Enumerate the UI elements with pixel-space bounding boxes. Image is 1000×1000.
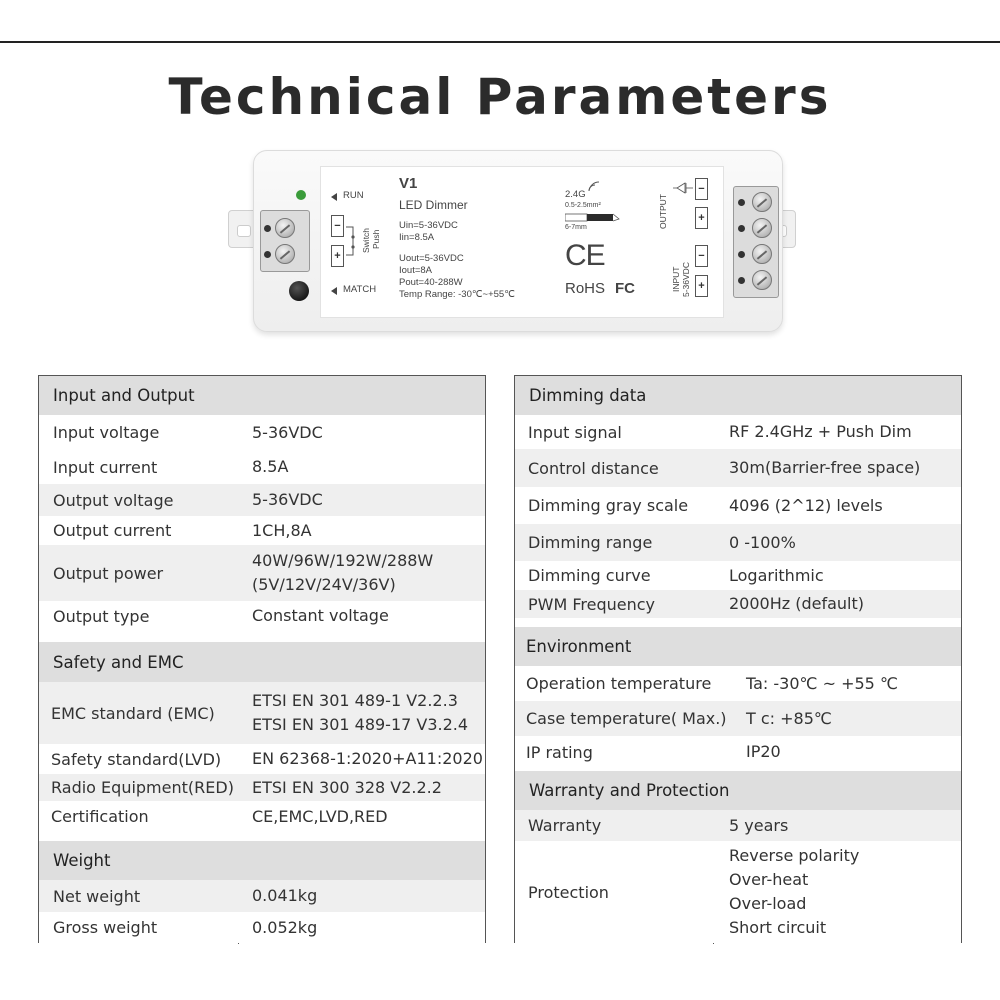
section-header-environment (515, 627, 961, 666)
row-value: 5 years (729, 815, 789, 835)
row-value: Logarithmic (729, 565, 824, 585)
row-key: Certification (51, 807, 149, 826)
fc-mark: FC (615, 280, 635, 297)
input-voltage-label: 5-36VDC (681, 262, 691, 297)
table-row (515, 415, 961, 449)
section-title: Environment (526, 637, 632, 656)
terminal-screw-icon (275, 218, 295, 238)
top-rule (0, 41, 1000, 43)
section-title: Input and Output (53, 386, 195, 405)
run-label: RUN (343, 190, 364, 201)
table-row (515, 524, 961, 561)
row-key: Dimming curve (528, 566, 651, 585)
section-header-weight (39, 841, 485, 880)
row-value: 5-36VDC (252, 422, 323, 442)
row-key: PWM Frequency (528, 594, 656, 614)
run-led-icon (296, 190, 306, 200)
row-value: EN 62368-1:2020+A11:2020 (252, 749, 483, 768)
row-key: Output type (53, 606, 150, 626)
table-row (39, 450, 485, 484)
match-arrow-icon (331, 287, 337, 295)
row-value: 4096 (2^12) levels (729, 495, 883, 515)
spec-uin: Uin=5-36VDC (399, 220, 458, 231)
table-row (39, 880, 485, 912)
row-key: Operation temperature (526, 674, 712, 693)
terminal-pin (738, 225, 745, 232)
terminal-pin (738, 251, 745, 258)
terminal-screw-icon (752, 192, 772, 212)
row-value: 5-36VDC (252, 490, 323, 509)
row-key: Protection (528, 882, 609, 902)
row-key: Output voltage (53, 490, 174, 510)
spec-pout: Pout=40-288W (399, 277, 463, 288)
row-key: Dimming gray scale (528, 496, 689, 515)
row-value: 8.5A (252, 457, 289, 476)
strip-length-label: 6-7mm (565, 224, 587, 231)
section-header-dimming-data (515, 376, 961, 415)
terminal-screw-icon (752, 270, 772, 290)
table-row (39, 601, 485, 631)
row-value: Constant voltage (252, 606, 389, 625)
row-key: Warranty (528, 816, 602, 835)
wire-size-label: 0.5-2.5mm² (565, 202, 601, 209)
row-value: 0 -100% (729, 532, 796, 552)
row-value: 0.041kg (252, 886, 318, 905)
input-terminal-block (260, 210, 310, 272)
led-dimmer-device-illustration (228, 148, 796, 334)
input-plus-box: + (695, 275, 708, 297)
terminal-screw-icon (752, 244, 772, 264)
section-title: Safety and EMC (53, 652, 184, 672)
table-row (39, 545, 485, 601)
row-value: ETSI EN 300 328 V2.2.2 (252, 777, 442, 797)
table-row (515, 841, 961, 943)
rohs-mark: RoHS (565, 280, 606, 297)
output-minus-box: − (695, 178, 708, 200)
input-minus-box: − (695, 245, 708, 267)
terminal-pin (738, 199, 745, 206)
wire-strip-icon (565, 211, 621, 225)
row-value: ETSI EN 301 489-1 V2.2.3 ETSI EN 301 489-17 V3.2.4 (252, 691, 469, 734)
row-key: Input voltage (53, 423, 160, 442)
row-key: EMC standard (EMC) (51, 703, 215, 723)
row-value: 30m(Barrier-free space) (729, 458, 921, 477)
row-value: T c: +85℃ (746, 708, 832, 728)
table-row (39, 682, 485, 744)
switch-wire-icon (345, 223, 357, 259)
table-row (39, 912, 485, 943)
row-key: Safety standard(LVD) (51, 749, 222, 769)
table-row (39, 744, 485, 774)
row-key: Radio Equipment(RED) (51, 778, 234, 797)
row-key: Control distance (528, 458, 659, 478)
terminal-screw-icon (275, 244, 295, 264)
section-header-safety-emc (39, 642, 485, 682)
terminal-pin (738, 277, 745, 284)
table-row (39, 484, 485, 516)
input-label: INPUT (671, 266, 681, 292)
table-row (515, 666, 961, 701)
table-row (515, 810, 961, 841)
row-key: Input current (53, 457, 158, 477)
table-row (515, 449, 961, 487)
section-title: Warranty and Protection (529, 781, 730, 800)
table-row (515, 701, 961, 736)
run-arrow-icon (331, 193, 337, 201)
output-label: OUTPUT (658, 194, 668, 229)
led-diode-icon (673, 181, 697, 195)
terminal-screw-icon (752, 218, 772, 238)
row-value: IP20 (746, 742, 781, 761)
push-label: Push (371, 229, 381, 249)
row-value: Ta: -30℃ ~ +55 ℃ (746, 673, 898, 693)
table-row (515, 590, 961, 618)
model-label: V1 (399, 175, 418, 192)
wireless-signal-icon (587, 181, 601, 193)
row-key: Case temperature( Max.) (526, 709, 727, 728)
switch-label: Switch (361, 227, 371, 253)
row-value: 1CH,8A (252, 520, 312, 540)
section-title: Dimming data (529, 386, 647, 405)
output-terminal-block (733, 186, 779, 298)
spec-uout: Uout=5-36VDC (399, 253, 464, 264)
product-name-label: LED Dimmer (399, 198, 468, 212)
table-row (39, 516, 485, 545)
spec-iin: Iin=8.5A (399, 232, 435, 243)
row-value: Reverse polarity Over-heat Over-load Short circuit (729, 846, 860, 937)
row-value: CE,EMC,LVD,RED (252, 806, 388, 826)
row-value: 0.052kg (252, 917, 318, 937)
table-row (515, 561, 961, 590)
row-value: RF 2.4GHz + Push Dim (729, 422, 912, 441)
table-row (515, 487, 961, 524)
row-key: Input signal (528, 422, 622, 442)
table-row (39, 774, 485, 801)
spec-temp: Temp Range: -30℃~+55℃ (399, 289, 515, 300)
push-button-knob (289, 281, 309, 301)
table-row (39, 415, 485, 450)
row-key: Net weight (53, 886, 141, 906)
section-title: Weight (53, 851, 111, 870)
row-value: 40W/96W/192W/288W (5V/12V/24V/36V) (252, 551, 434, 594)
switch-minus-box: − (331, 215, 344, 237)
output-plus-box: + (695, 207, 708, 229)
section-header-input-output (39, 376, 485, 415)
spec-iout: Iout=8A (399, 265, 433, 276)
table-row (515, 736, 961, 768)
row-key: Dimming range (528, 533, 653, 552)
switch-plus-box: + (331, 245, 344, 267)
page-title: Technical Parameters (168, 68, 832, 126)
match-label: MATCH (343, 284, 377, 295)
row-key: IP rating (526, 742, 593, 762)
rf-label: 2.4G (565, 189, 586, 200)
table-row (39, 801, 485, 832)
ce-mark: CE (565, 239, 605, 272)
terminal-pin (264, 225, 271, 232)
row-key: Gross weight (53, 918, 158, 937)
right-spec-table (514, 375, 962, 943)
section-header-warranty-protection (515, 771, 961, 810)
row-key: Output power (53, 563, 164, 583)
terminal-pin (264, 251, 271, 258)
device-label-panel (320, 166, 724, 318)
row-value: 2000Hz (default) (729, 594, 865, 613)
left-spec-table (38, 375, 486, 943)
row-key: Output current (53, 521, 172, 540)
